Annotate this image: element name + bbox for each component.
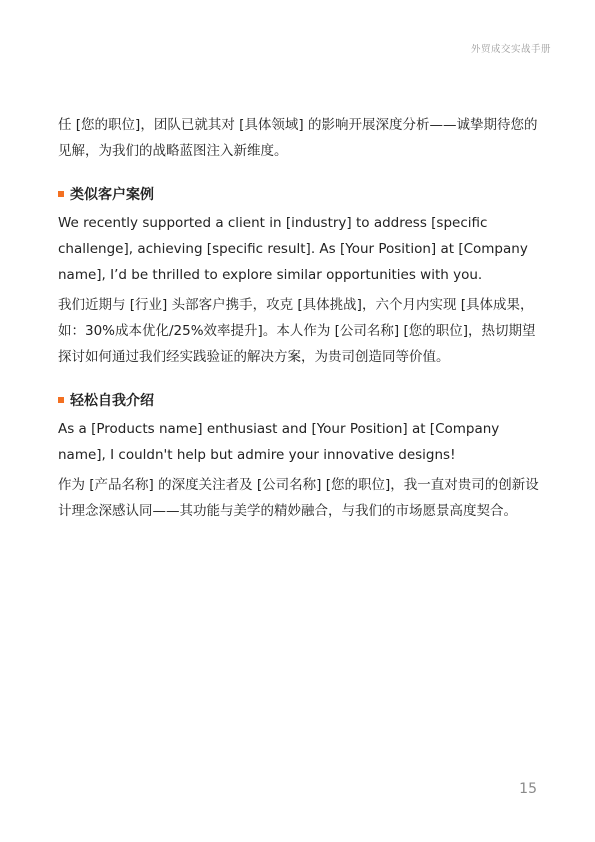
section-heading-label: 轻松自我介绍 <box>70 393 154 409</box>
section-heading-similar-cases <box>58 184 548 204</box>
running-header: 外贸成交实战手册 <box>470 44 551 55</box>
square-bullet-icon <box>58 397 64 403</box>
section-chinese-paragraph: 我们近期与 [行业] 头部客户携手，攻克 [具体挑战]，六个月内实现 [具体成果，如：30%成本优化/25%效率提升]。本人作为 [公司名称] [您的职位]，热切期望探讨如何通过我们经实践验证的解决方案，为贵司创造同等价值。 <box>58 297 536 365</box>
section-chinese-paragraph: 作为 [产品名称] 的深度关注者及 [公司名称] [您的职位]，我一直对贵司的创新设计理念深感认同——其功能与美学的精妙融合，与我们的市场愿景高度契合。 <box>58 477 539 519</box>
section-english-paragraph: As a [Products name] enthusiast and [Your Position] at [Company name], I couldn't help but admire your innovative designs! <box>58 421 500 463</box>
page-content <box>58 112 548 524</box>
page-number: 15 <box>519 781 537 797</box>
section-heading-self-intro <box>58 390 548 410</box>
section-english-paragraph: We recently supported a client in [industry] to address [specific challenge], achieving [specific result]. As [Your Position] at [Company name], I’d be thrilled to explore similar opportunities with you. <box>58 215 528 283</box>
intro-paragraph: 任 [您的职位]，团队已就其对 [具体领域] 的影响开展深度分析——诚挚期待您的见解，为我们的战略蓝图注入新维度。 <box>58 117 538 159</box>
section-heading-label: 类似客户案例 <box>70 187 154 203</box>
square-bullet-icon <box>58 191 64 197</box>
